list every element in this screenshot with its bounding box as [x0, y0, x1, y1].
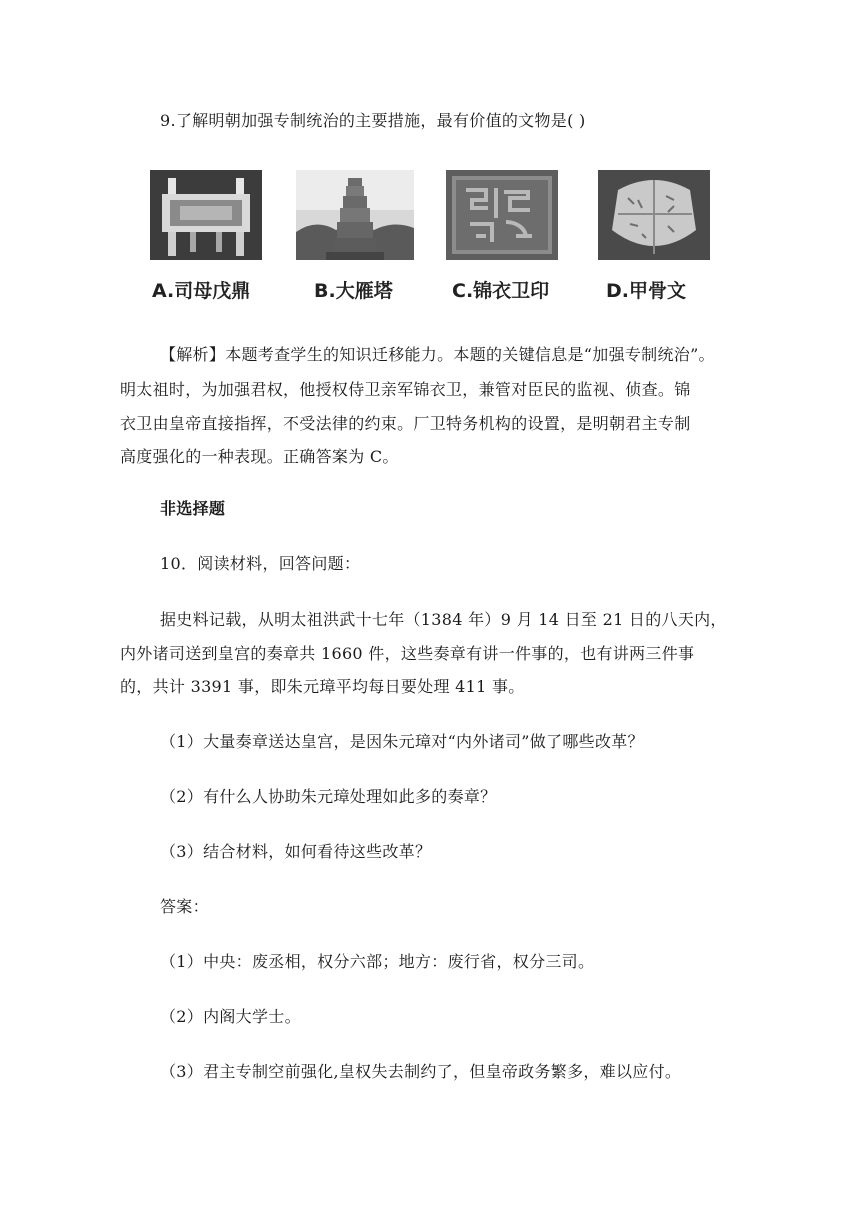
- answer-1: （1）中央：废丞相，权分六部；地方：废行省，权分三司。: [160, 952, 595, 971]
- analysis-line-2: 明太祖时，为加强君权，他授权侍卫亲军锦衣卫，兼管对臣民的监视、侦查。锦: [120, 380, 691, 399]
- sub-question-2: （2）有什么人协助朱元璋处理如此多的奏章？: [160, 787, 497, 806]
- material-line-1: 据史料记载，从明太祖洪武十七年（1384 年）9 月 14 日至 21 日的八天内，: [160, 610, 727, 629]
- material-line-2: 内外诸司送到皇宫的奏章共 1660 件，这些奏章有讲一件事的，也有讲两三件事: [120, 644, 695, 663]
- analysis-line-3: 衣卫由皇帝直接指挥，不受法律的约束。厂卫特务机构的设置，是明朝君主专制: [120, 414, 691, 433]
- question-10-stem: 10．阅读材料，回答问题：: [160, 554, 361, 573]
- analysis-line-4: 高度强化的一种表现。正确答案为 C。: [120, 447, 399, 466]
- answer-label: 答案：: [160, 897, 209, 916]
- big-wild-goose-pagoda-image: [296, 170, 414, 260]
- jinyiwei-seal-image: [446, 170, 558, 260]
- question-9-stem: 9.了解明朝加强专制统治的主要措施，最有价值的文物是( ): [160, 111, 586, 130]
- answer-3: （3）君主专制空前强化,皇权失去制约了，但皇帝政务繁多，难以应付。: [160, 1062, 682, 1081]
- section-title: 非选择题: [160, 499, 226, 518]
- answer-2: （2）内阁大学士。: [160, 1007, 301, 1026]
- option-d-caption: D.甲骨文: [606, 280, 686, 302]
- sub-question-1: （1）大量奏章送达皇宫，是因朱元璋对“内外诸司”做了哪些改革？: [160, 732, 644, 751]
- option-b-caption: B.大雁塔: [314, 280, 393, 302]
- option-c-caption: C.锦衣卫印: [452, 280, 550, 302]
- oracle-bone-image: [598, 170, 710, 260]
- material-line-3: 的，共计 3391 事，即朱元璋平均每日要处理 411 事。: [120, 677, 525, 696]
- simuwu-ding-image: [150, 170, 262, 260]
- option-a-caption: A.司母戊鼎: [152, 280, 251, 302]
- analysis-line-1: 【解析】本题考查学生的知识迁移能力。本题的关键信息是“加强专制统治”。: [160, 345, 715, 364]
- sub-question-3: （3）结合材料，如何看待这些改革？: [160, 842, 432, 861]
